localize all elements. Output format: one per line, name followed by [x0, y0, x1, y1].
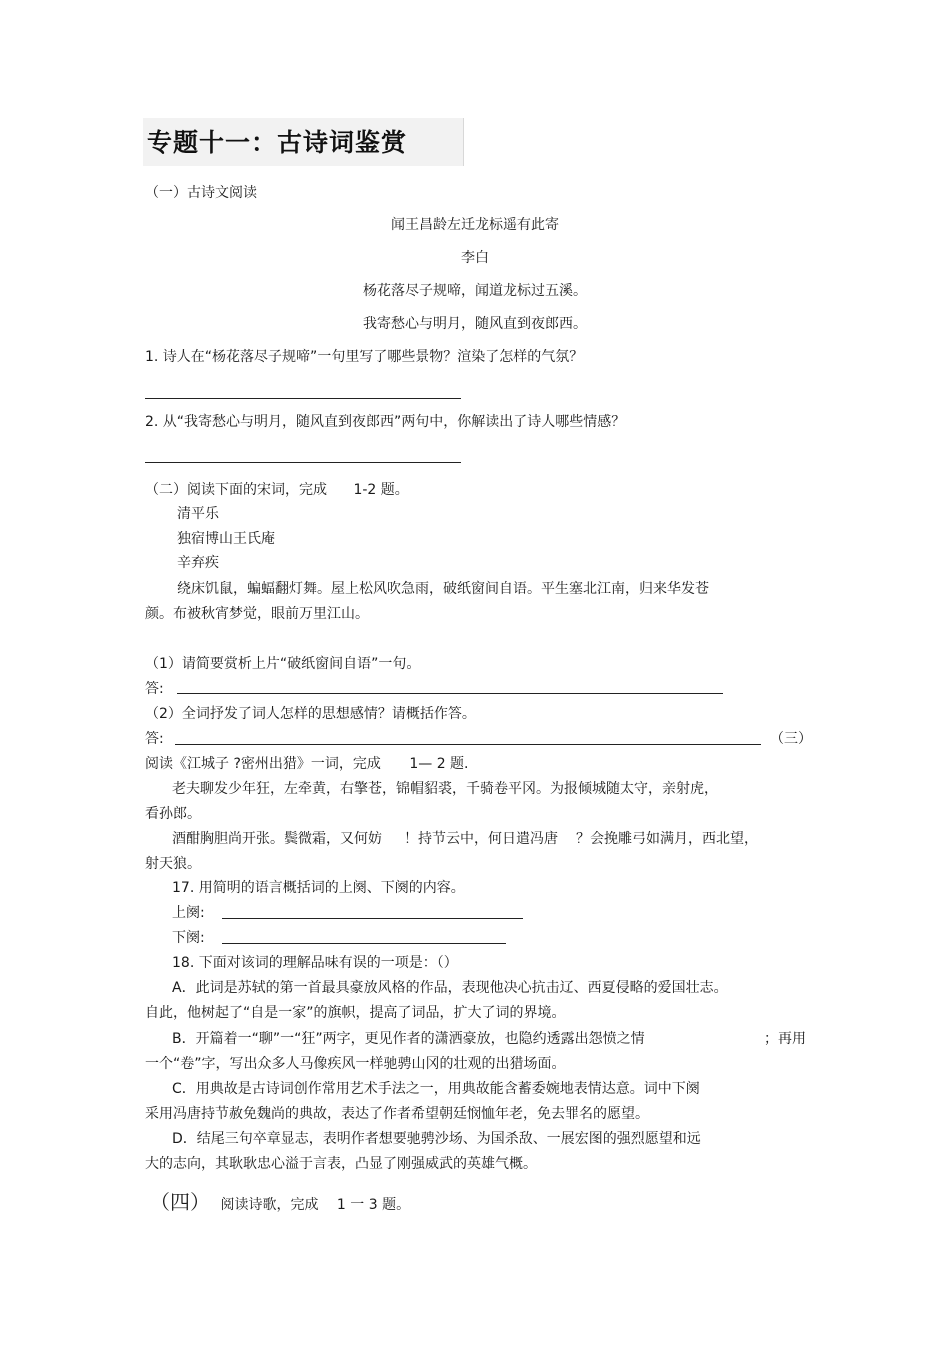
section3-label: （三）	[770, 731, 812, 747]
option-c-line-2: 采用冯唐持节赦免魏尚的典故，表达了作者希望朝廷悯恤年老，免去罪名的愿望。	[145, 1106, 649, 1122]
section3-heading-range: 1— 2 题.	[409, 756, 469, 772]
answer-line-3[interactable]	[177, 693, 723, 694]
question-18: 18. 下面对该词的理解品味有误的一项是：（）	[172, 955, 458, 971]
option-b-line-1-end: ；再用	[764, 1031, 806, 1047]
option-a-line-2: 自此，他树起了“自是一家”的旗帜，提高了词品，扩大了词的界境。	[145, 1005, 566, 1021]
jiangchengzi-text-2: 看孙郎。	[145, 806, 201, 822]
section3-heading-text: 阅读《江城子 ?密州出猎》一词，完成	[145, 756, 381, 772]
section2-heading-text: （二）阅读下面的宋词，完成	[145, 482, 327, 498]
option-d-line-2: 大的志向，其耿耿忠心溢于言表，凸显了刚强威武的英雄气概。	[145, 1156, 537, 1172]
poem-title: 闻王昌龄左迁龙标遥有此寄	[391, 217, 559, 233]
poem-author: 李白	[461, 250, 489, 266]
ci-title: 清平乐	[177, 506, 219, 522]
option-d-line-1: D．结尾三句卒章显志，表明作者想要驰骋沙场、为国杀敌、一展宏图的强烈愿望和远	[172, 1131, 701, 1147]
option-b-line-2: 一个“卷”字，写出众多人马像疾风一样驰骋山冈的壮观的出猎场面。	[145, 1056, 566, 1072]
lower-label: 下阕:	[172, 930, 205, 946]
jiangchengzi-text-1: 老夫聊发少年狂，左牵黄，右擎苍，锦帽貂裘，千骑卷平冈。为报倾城随太守，亲射虎，	[172, 781, 718, 797]
ci-subtitle: 独宿博山王氏庵	[177, 531, 275, 547]
section4-heading-text: 阅读诗歌，完成	[220, 1197, 319, 1213]
answer-line-upper[interactable]	[222, 918, 523, 919]
ci-text-2: 颜。布被秋宵梦觉，眼前万里江山。	[145, 606, 369, 622]
title-banner	[143, 118, 464, 166]
option-c-line-1: C．用典故是古诗词创作常用艺术手法之一，用典故能含蓄委婉地表情达意。词中下阕	[172, 1081, 700, 1097]
section4-heading-range: 1 一 3 题。	[336, 1197, 411, 1213]
text3-part-a: 酒酣胸胆尚开张。鬓微霜，又何妨	[172, 831, 382, 847]
upper-label: 上阕:	[172, 905, 205, 921]
answer-line-4[interactable]	[175, 744, 761, 745]
question-2: 2. 从“我寄愁心与明月，随风直到夜郎西”两句中，你解读出了诗人哪些情感？	[145, 414, 626, 430]
page-title: 专题十一：古诗词鉴赏	[147, 128, 408, 157]
section2-question-2: （2）全词抒发了词人怎样的思想感情？请概括作答。	[145, 706, 476, 722]
section2-question-1: （1）请简要赏析上片“破纸窗间自语”一句。	[145, 656, 421, 672]
answer-line-1[interactable]	[145, 398, 461, 399]
question-1: 1. 诗人在“杨花落尽子规啼”一句里写了哪些景物？渲染了怎样的气氛？	[145, 349, 584, 365]
ci-author: 辛弃疾	[177, 555, 219, 571]
section2-heading	[145, 481, 409, 499]
poem-line-2: 我寄愁心与明月，随风直到夜郎西。	[363, 316, 587, 332]
text3-part-b: ！持节云中，何日遣冯唐	[404, 831, 558, 847]
question-17: 17. 用简明的语言概括词的上阕、下阕的内容。	[172, 880, 465, 896]
answer-line-lower[interactable]	[222, 943, 506, 944]
jiangchengzi-text-3	[172, 830, 758, 848]
option-a-line-1: A．此词是苏轼的第一首最具豪放风格的作品，表现他决心抗击辽、西夏侵略的爱国壮志。	[172, 980, 728, 996]
answer-label-2: 答:	[145, 731, 164, 747]
poem-line-1: 杨花落尽子规啼，闻道龙标过五溪。	[363, 283, 587, 299]
option-b-line-1: B．开篇着一“聊”一“狂”两字，更见作者的潇洒豪放，也隐约透露出怨愤之情	[172, 1031, 645, 1047]
section3-heading	[145, 755, 469, 773]
answer-line-2[interactable]	[145, 462, 461, 463]
answer-label-1: 答:	[145, 681, 164, 697]
section4-heading	[150, 1190, 410, 1217]
section1-heading: （一）古诗文阅读	[145, 185, 257, 201]
text3-part-c: ？会挽雕弓如满月，西北望，	[576, 831, 758, 847]
ci-text-1: 绕床饥鼠，蝙蝠翻灯舞。屋上松风吹急雨，破纸窗间自语。平生塞北江南，归来华发苍	[177, 581, 709, 597]
jiangchengzi-text-4: 射天狼。	[145, 856, 201, 872]
section4-label: （四）	[150, 1190, 210, 1214]
section2-heading-range: 1-2 题。	[353, 482, 409, 498]
